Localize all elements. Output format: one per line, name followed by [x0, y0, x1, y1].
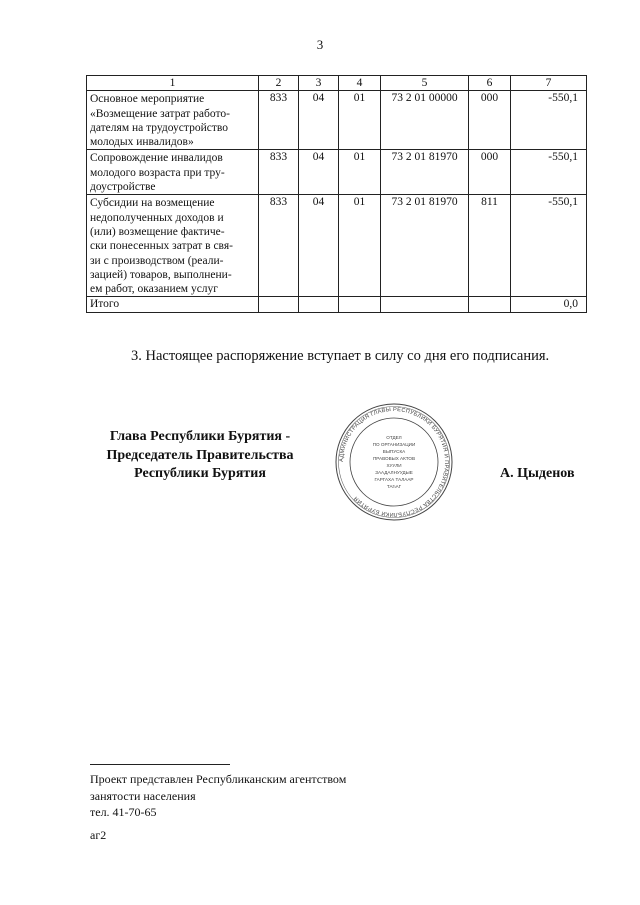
column-header: 2	[259, 76, 299, 91]
column-header: 1	[87, 76, 259, 91]
column-header: 3	[299, 76, 339, 91]
row-name-cell	[87, 195, 259, 297]
seal-center-line: ХУУЛИ	[386, 463, 402, 468]
total-value: 0,0	[511, 297, 587, 312]
official-seal	[334, 402, 454, 522]
column-header: 4	[339, 76, 381, 91]
empty-cell	[381, 297, 469, 312]
total-row	[87, 297, 587, 312]
section-code: 04	[299, 91, 339, 150]
seal-ring-text	[339, 407, 449, 517]
seal-outer-ring	[336, 404, 452, 520]
row-name-line: молодых инвалидов»	[90, 136, 194, 149]
empty-cell	[259, 297, 299, 312]
footnote-line: Проект представлен Республиканским агентством	[90, 772, 347, 786]
column-header: 5	[381, 76, 469, 91]
seal-center-line: ЗААДАЛНУУДЫЕ	[375, 470, 413, 475]
seal-inner-ring	[350, 418, 438, 506]
row-name-line: молодого возраста при тру-	[90, 166, 225, 179]
signatory-title	[80, 428, 320, 484]
row-name-line: «Возмещение затрат работо-	[90, 107, 230, 120]
row-name-line: доустройстве	[90, 181, 156, 194]
seal-center-line: ГАРГАХА ТАЛААР	[374, 477, 414, 482]
seal-center-line: ОТДЕЛ	[386, 435, 402, 440]
ministry-code: 833	[259, 195, 299, 297]
empty-cell	[299, 297, 339, 312]
page-number: 3	[316, 37, 324, 52]
row-name-line: недополученных доходов и	[90, 211, 224, 224]
budget-table	[86, 75, 587, 313]
section-code: 04	[299, 195, 339, 297]
footnote-line: тел. 41-70-65	[90, 805, 157, 819]
document-code: аг2	[90, 828, 107, 842]
seal-center-text	[373, 435, 416, 489]
footnote-divider	[90, 764, 230, 765]
seal-center-line: ВЫПУСКА	[382, 449, 406, 454]
target-article-code: 73 2 01 81970	[381, 150, 469, 195]
amount: -550,1	[511, 150, 587, 195]
row-name-line: зи с производством (реали-	[90, 254, 224, 267]
seal-center-line: ТАҺАГ	[386, 484, 402, 489]
column-header: 6	[469, 76, 511, 91]
amount: -550,1	[511, 195, 587, 297]
clause-text: 3. Настоящее распоряжение вступает в силу со дня его подписания.	[131, 348, 550, 364]
footnote	[90, 771, 346, 821]
expense-type-code: 811	[469, 195, 511, 297]
expense-type-code: 000	[469, 150, 511, 195]
seal-center-line: ПРАВОВЫХ АКТОВ	[372, 456, 416, 461]
row-name-line: Субсидии на возмещение	[90, 197, 215, 210]
row-name-cell	[87, 150, 259, 195]
signatory-title-line: Республики Бурятия	[134, 466, 266, 481]
empty-cell	[469, 297, 511, 312]
subsection-code: 01	[339, 91, 381, 150]
column-header: 7	[511, 76, 587, 91]
seal-ring-text-path: АДМИНИСТРАЦИЯ ГЛАВЫ РЕСПУБЛИКИ БУРЯТИЯ И ПРАВИТЕЛЬСТВА РЕСПУБЛИКИ БУРЯТИЯ	[338, 406, 450, 518]
expense-type-code: 000	[469, 91, 511, 150]
ministry-code: 833	[259, 91, 299, 150]
row-name-line: дателям на трудоустройство	[90, 121, 228, 134]
row-name-line: ски понесенных затрат в свя-	[90, 240, 233, 253]
table-header-row	[87, 76, 587, 91]
row-name-line: Основное мероприятие	[90, 93, 205, 106]
ministry-code: 833	[259, 150, 299, 195]
signatory-name: А. Цыденов	[500, 466, 575, 481]
table-row	[87, 150, 587, 195]
row-name-line: зацией) товаров, выполнени-	[90, 268, 232, 281]
empty-cell	[339, 297, 381, 312]
seal-center-line: ПО ОРГАНИЗАЦИИ	[372, 442, 416, 447]
subsection-code: 01	[339, 195, 381, 297]
table-row	[87, 91, 587, 150]
signatory-title-line: Глава Республики Бурятия -	[109, 429, 291, 444]
row-name-line: ем работ, оказанием услуг	[90, 283, 219, 296]
row-name-line: Сопровождение инвалидов	[90, 152, 223, 165]
amount: -550,1	[511, 91, 587, 150]
footnote-line: занятости населения	[90, 788, 196, 803]
signatory-title-line: Председатель Правительства	[106, 447, 294, 463]
total-label: Итого	[87, 297, 259, 312]
subsection-code: 01	[339, 150, 381, 195]
row-name-line: (или) возмещение фактиче-	[90, 225, 225, 238]
row-name-cell	[87, 91, 259, 150]
table-row	[87, 195, 587, 297]
target-article-code: 73 2 01 81970	[381, 195, 469, 297]
section-code: 04	[299, 150, 339, 195]
target-article-code: 73 2 01 00000	[381, 91, 469, 150]
